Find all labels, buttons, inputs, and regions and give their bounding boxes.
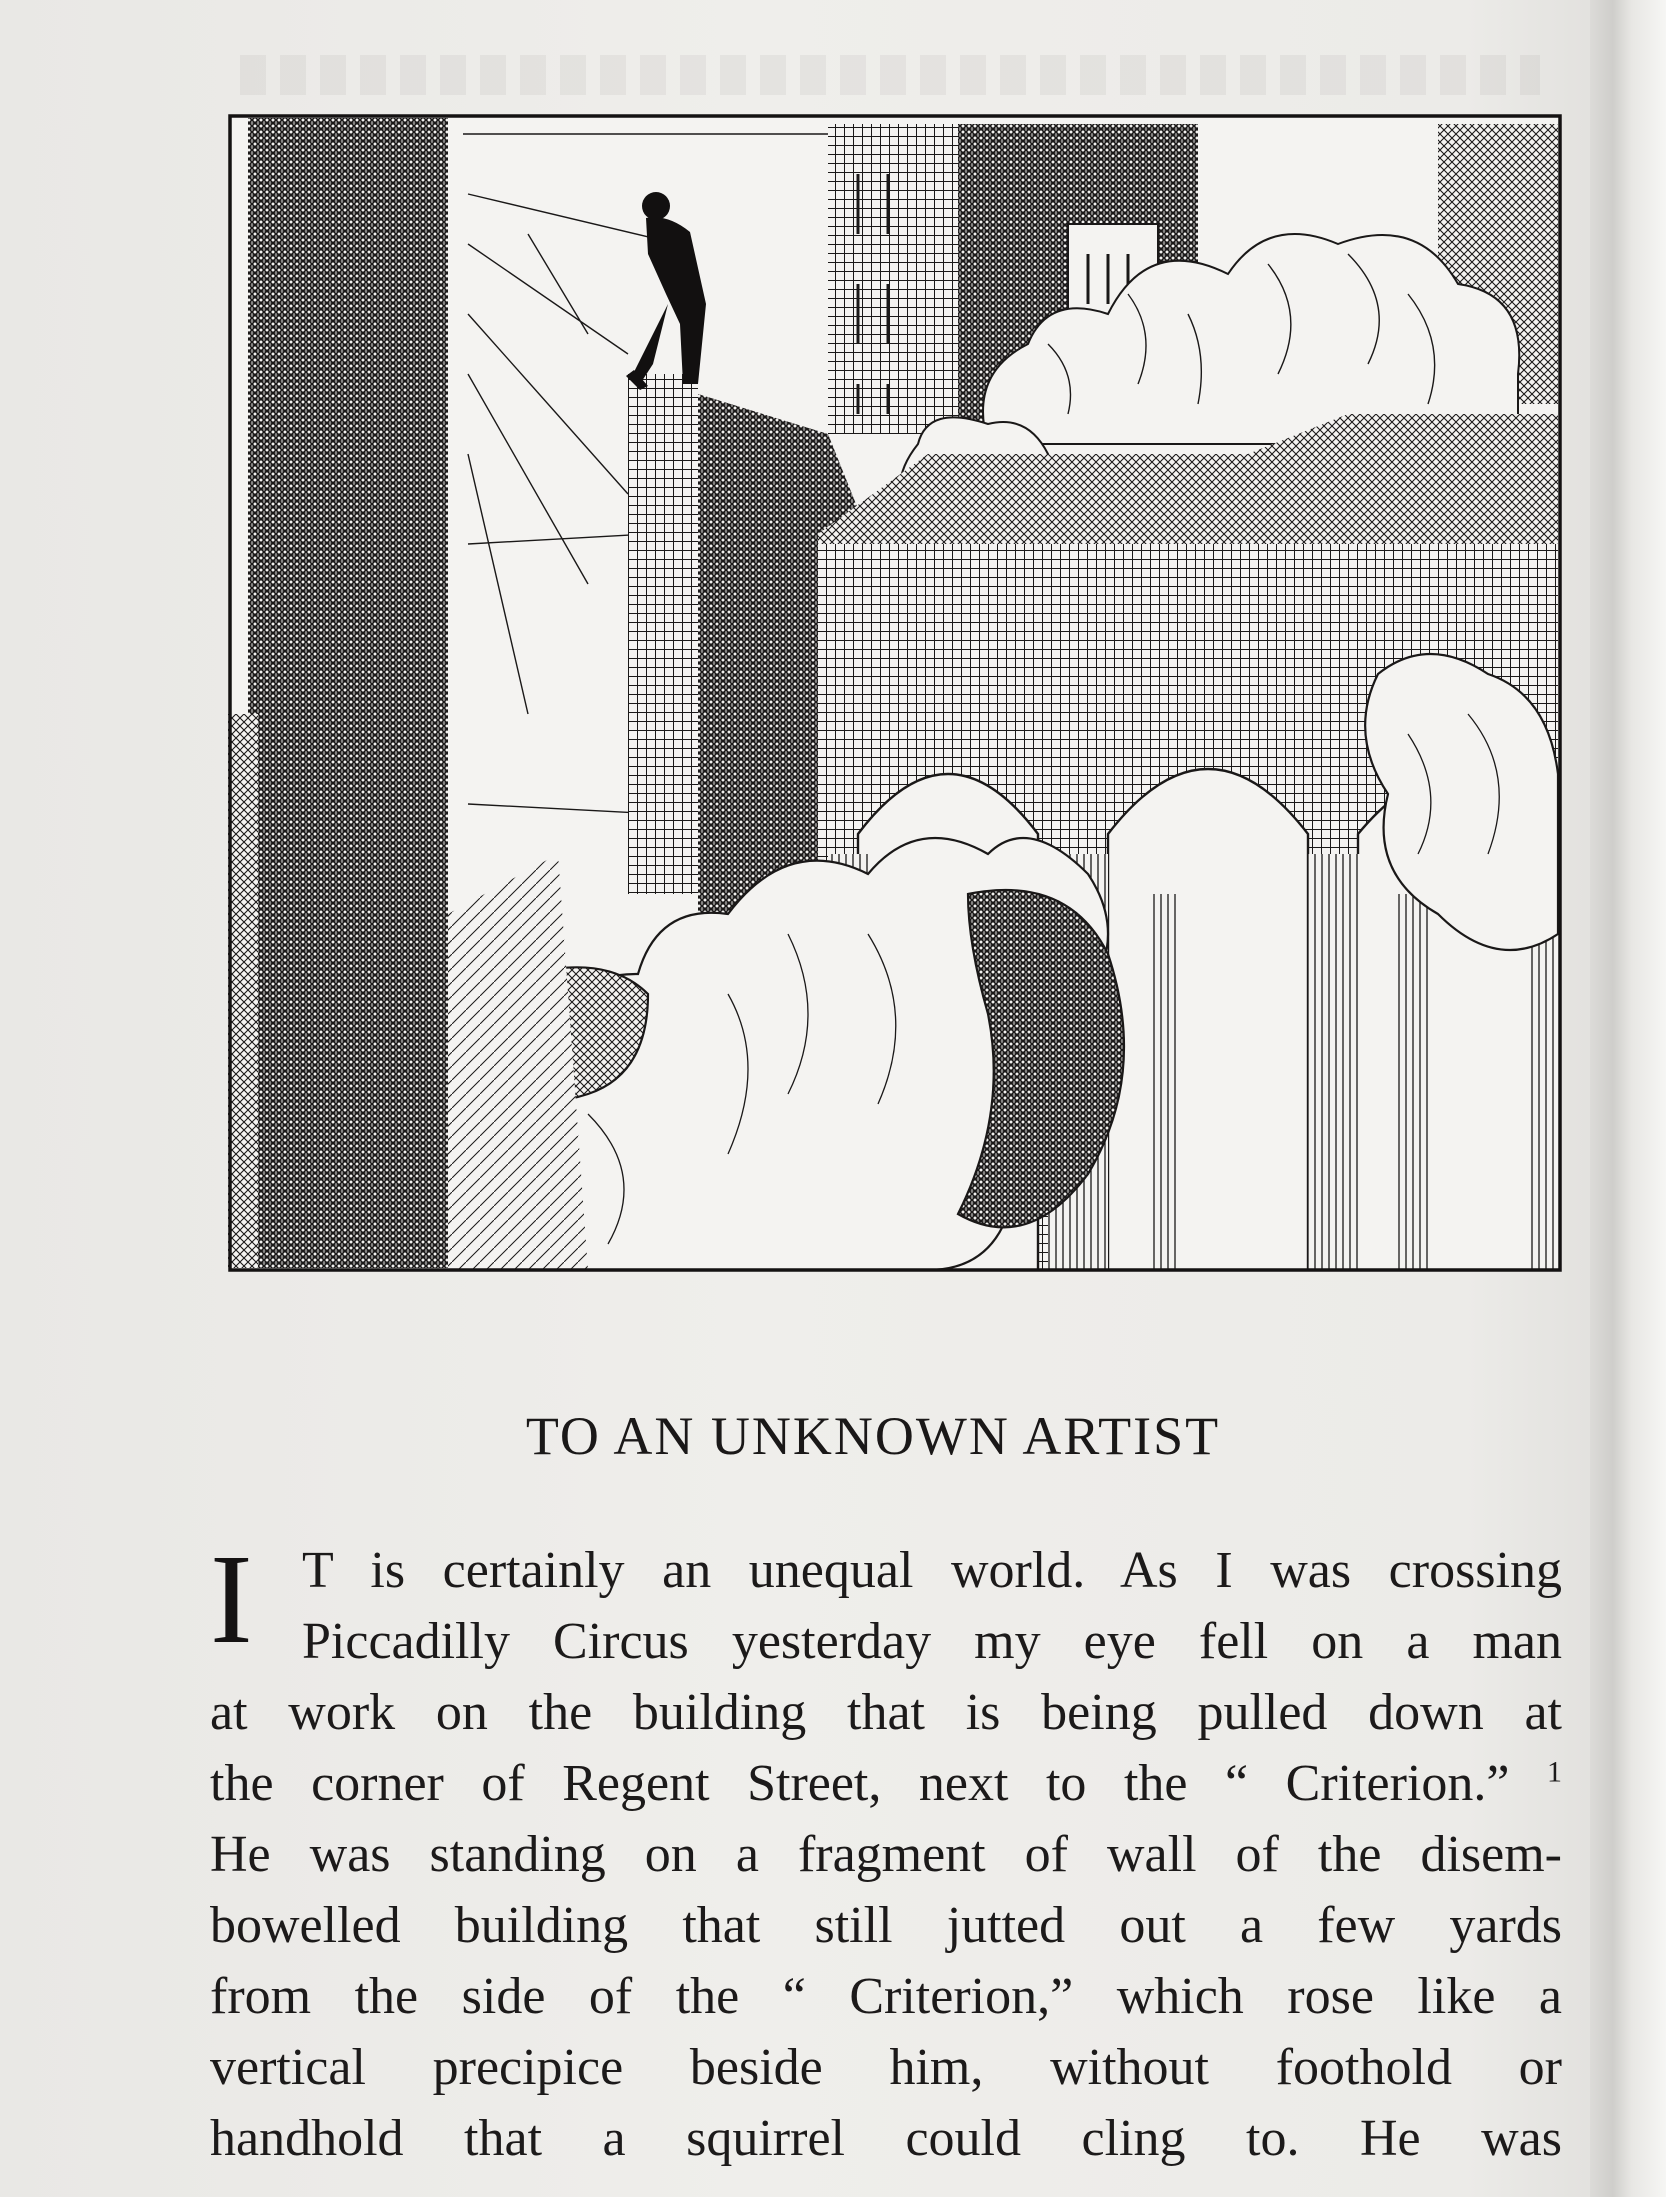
text-line: handhold that a squirrel could cling to. He was xyxy=(210,2110,1562,2167)
footnote-marker: 1 xyxy=(1547,1755,1563,1789)
text-line: from the side of the “ Criterion,” which rose like a xyxy=(210,1968,1562,2025)
etching-illustration-icon xyxy=(228,114,1562,1272)
text-line: vertical precipice beside him, without foothold or xyxy=(210,2039,1562,2096)
show-through-text xyxy=(240,55,1540,95)
book-gutter xyxy=(1590,0,1666,2197)
text-line: bowelled building that still jutted out a few yards xyxy=(210,1897,1562,1954)
text-line-content: the corner of Regent Street, next to the “ Criterion.” xyxy=(210,1755,1510,1812)
pen-ink-illustration xyxy=(228,114,1562,1272)
text-line: Piccadilly Circus yesterday my eye fell on a man xyxy=(302,1613,1562,1670)
text-line xyxy=(210,1748,1562,1819)
drop-cap: I xyxy=(210,1528,253,1670)
text-line: He was standing on a fragment of wall of the disem- xyxy=(210,1826,1562,1883)
chapter-title: TO AN UNKNOWN ARTIST xyxy=(525,1406,1221,1466)
text-line: T is certainly an unequal world. As I was crossing xyxy=(302,1542,1562,1599)
text-line: at work on the building that is being pulled down at xyxy=(210,1684,1562,1741)
body-paragraph xyxy=(210,1528,1563,2174)
